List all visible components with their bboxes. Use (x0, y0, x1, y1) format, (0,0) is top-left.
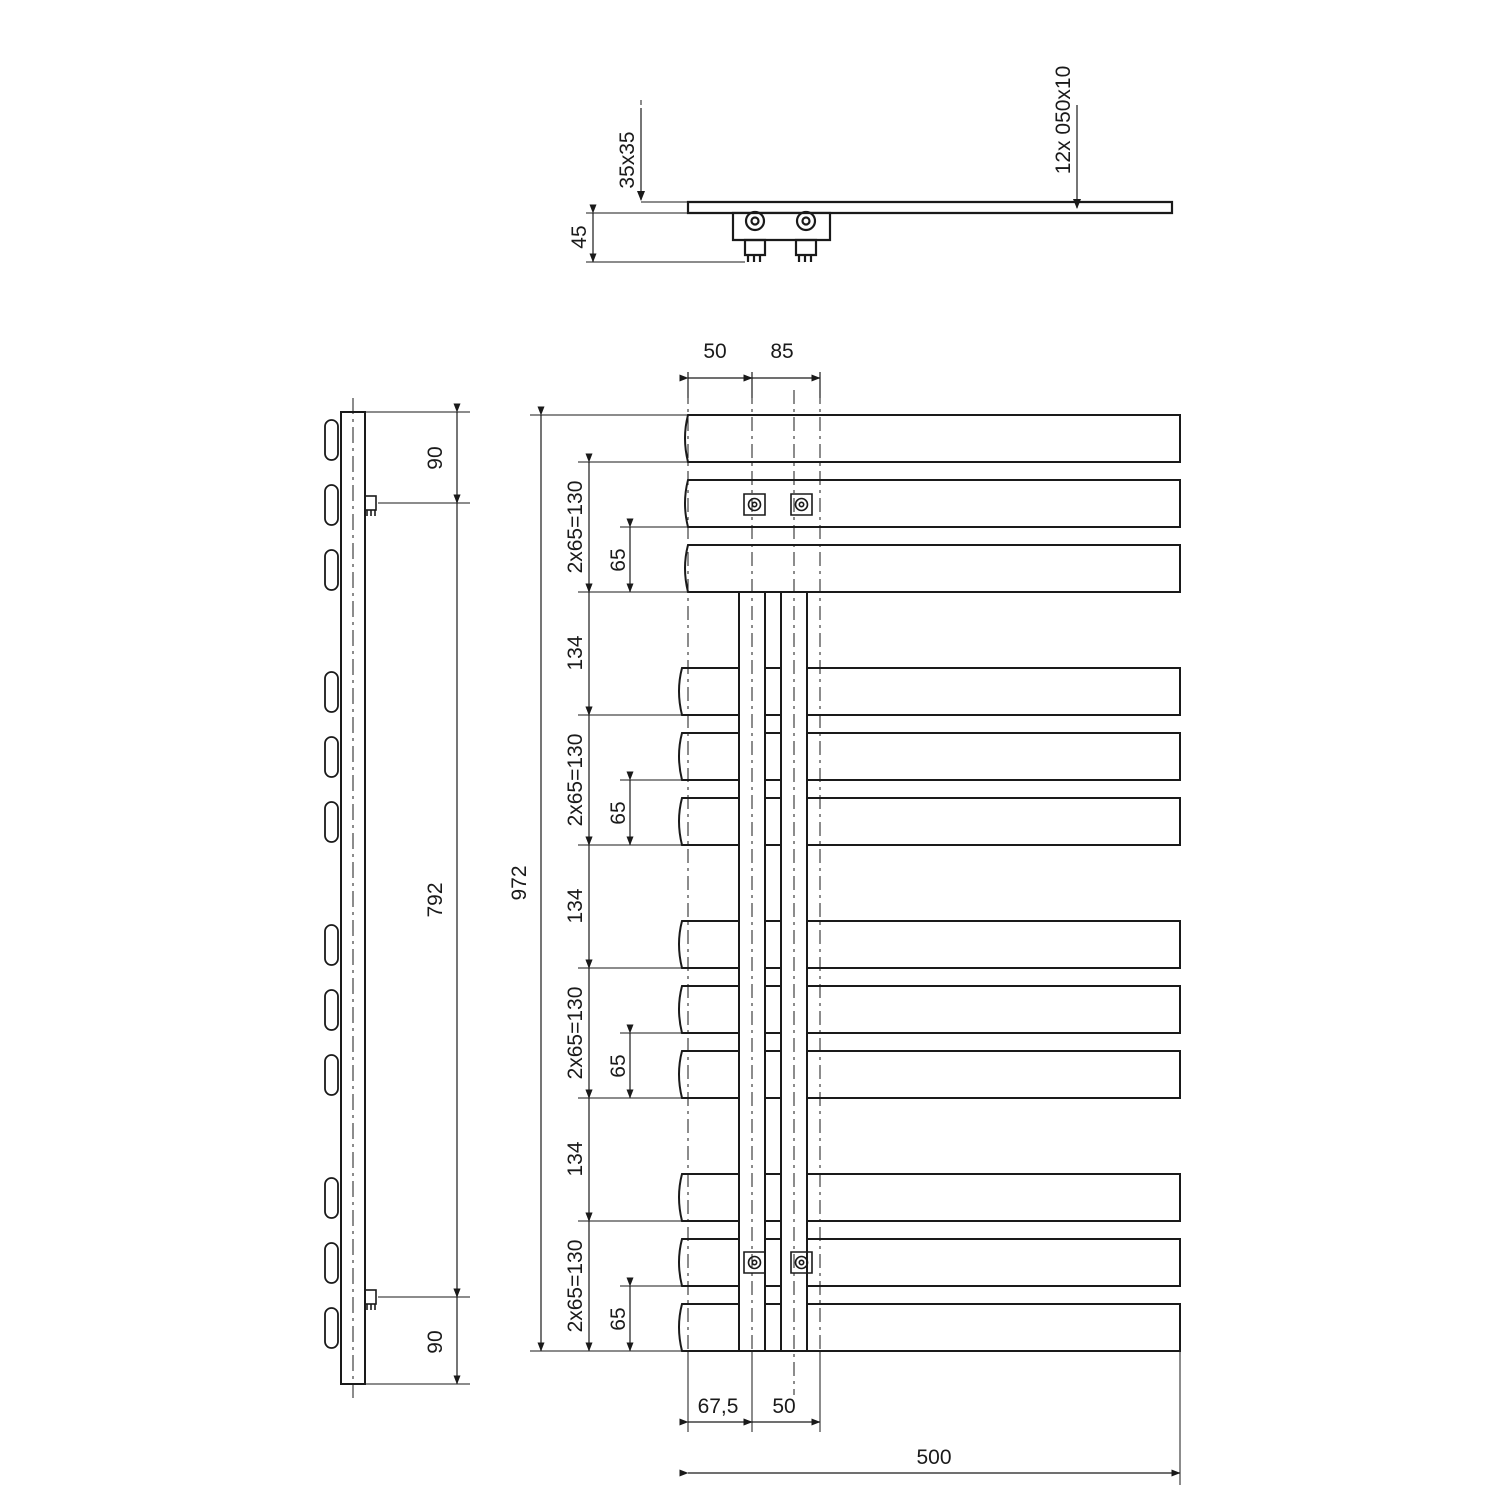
dim-left-top-offset: 90 (424, 446, 447, 470)
front-view-bottom-dimensions (688, 1351, 1180, 1485)
dim-front-overall-height: 972 (508, 865, 531, 901)
dim-left-bottom-offset: 90 (424, 1330, 447, 1354)
dim-inner-spacing-4: 65 (607, 1307, 630, 1331)
left-profile-view (325, 398, 376, 1398)
dim-inner-spacing-2: 65 (607, 801, 630, 825)
dim-bottom-right: 50 (772, 1395, 796, 1418)
dim-gap-3: 134 (564, 1141, 587, 1177)
dim-bar-profile: 35x35 (616, 131, 639, 189)
dim-group-spacing-2: 2x65=130 (564, 733, 587, 827)
dim-gap-1: 134 (564, 635, 587, 671)
dim-top-right-spacing: 85 (770, 340, 794, 363)
left-view-dimension-lines (365, 412, 470, 1384)
dim-group-spacing-4: 2x65=130 (564, 1239, 587, 1333)
front-view-overall-height-dimension (530, 415, 688, 1351)
top-side-section-view (688, 202, 1172, 262)
dim-overall-width: 500 (916, 1446, 952, 1469)
dim-group-spacing-3: 2x65=130 (564, 986, 587, 1080)
dim-group-spacing-1: 2x65=130 (564, 480, 587, 574)
top-view-dimension-lines (586, 100, 1077, 262)
front-view-top-dimensions (688, 372, 820, 398)
front-view-spacing-dimensions (578, 462, 688, 1351)
dim-bottom-left: 67,5 (697, 1395, 739, 1418)
dim-panel-count: 12x 050x10 (1052, 65, 1075, 175)
dim-gap-2: 134 (564, 888, 587, 924)
dim-depth-offset: 45 (568, 225, 591, 249)
dim-inner-spacing-1: 65 (607, 548, 630, 572)
dim-top-left-spacing: 50 (703, 340, 727, 363)
dim-left-overall-height: 792 (424, 882, 447, 918)
dim-inner-spacing-3: 65 (607, 1054, 630, 1078)
